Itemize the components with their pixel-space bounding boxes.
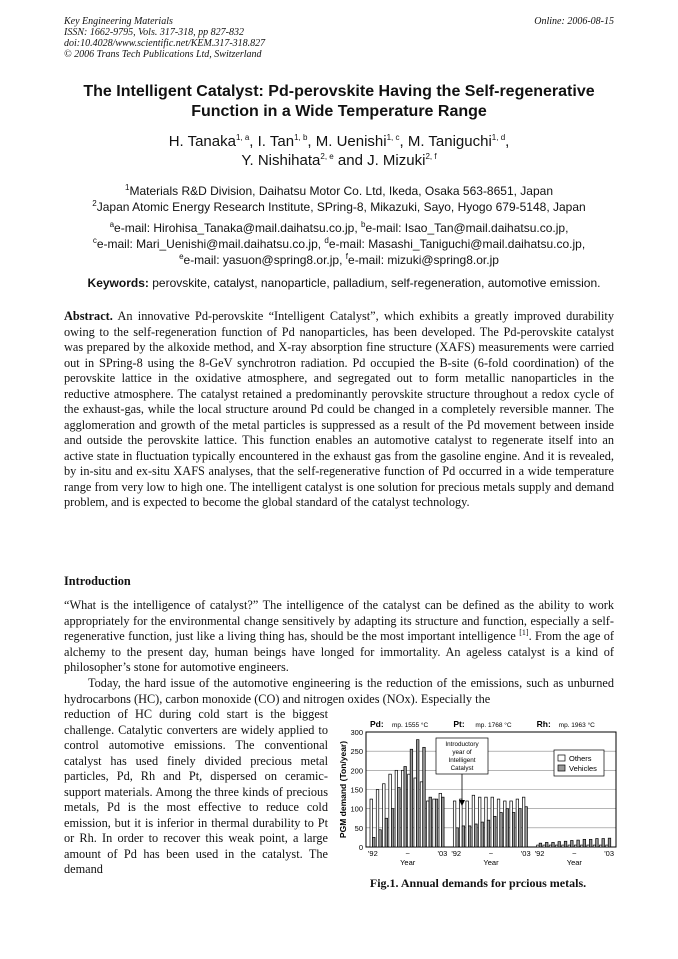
y-tick-label: 50 (354, 823, 363, 833)
author-list (40, 132, 638, 170)
bar-others (485, 797, 488, 847)
paper-title (40, 82, 638, 122)
email-a[interactable]: e-mail: Hirohisa_Tanaka@mail.daihatsu.co.jp, (114, 221, 361, 235)
y-tick-label: 100 (350, 804, 363, 814)
title-line-2: Function in a Wide Temperature Range (191, 103, 487, 120)
bar-others (414, 778, 417, 847)
bar-others (408, 774, 411, 847)
bar-others (522, 797, 525, 847)
bar-others (420, 782, 423, 847)
bar-vehicles (416, 740, 419, 847)
affiliation-2: $^2$Japan Atomic Energy Research Institute, SPring-8, Mikazuki, Sayo, Hyogo 679-5148, Japan (92, 199, 586, 214)
bar-vehicles (435, 799, 438, 847)
author-line-2: Y. Nishihata$^{2, e}$ and J. Mizuki$^{2, f}$ (241, 152, 437, 169)
figure-caption: Fig.1. Annual demands for prcious metals. (369, 876, 587, 890)
bar-vehicles (525, 807, 528, 847)
panel-metal-label: Rh: (536, 719, 551, 729)
bar-vehicles (512, 813, 515, 848)
abstract-text: An innovative Pd-perovskite “Intelligent Catalyst”, which exhibits a greatly improved durability owing to the self-regeneration function of Pd nanoparticles, has been developed. The Pd-perovskite catalyst was prepared by the alkoxide method, and X-ray absorption fine structure (XAFS) measurements were carried out in SPring-8 using the 8-GeV synchrotron radiation. Pd occupied the B-site (6-fold coordination) of the perovskite lattice in the oxidative atmosphere, and segregated out to form metallic nanoparticles in the reductive atmosphere. The catalyst retained a predominantly perovskite structure throughout a redox cycle of the exhaust-gas, while the local structure around Pd could be changed in a completely reversible manner. The agglomeration and growth of the metal particles is suppressed as a result of the Pd movement between inside and outside the perovskite lattice. This function enables an automotive catalyst to regenerate itself into an active state in fluctuation typically encountered in the exhaust gas from the gasoline engine. And it is revealed, by in-situ and ex-situ XAFS analyses, that the self-regenerative function of Pd occurred in a wide temperature range from very low to high one. The intelligent catalyst is one solution for precious metals supply and demand problem, and is expected to become the global standard of the catalyst technology. (64, 309, 614, 509)
panel-melting-point: mp. 1963 °C (558, 722, 595, 729)
bar-others (383, 784, 386, 847)
bar-vehicles (385, 818, 388, 847)
x-tick-end: '03 (520, 849, 531, 858)
bar-vehicles (442, 797, 445, 847)
author-name: M. Taniguchi (407, 133, 492, 150)
bar-vehicles (539, 843, 542, 847)
y-tick-label: 0 (358, 843, 363, 852)
figure-1-chart (336, 712, 626, 872)
bar-vehicles (583, 839, 586, 847)
bar-vehicles (373, 837, 376, 847)
email-f[interactable]: e-mail: mizuki@spring8.or.jp (348, 253, 499, 267)
bar-others (543, 845, 546, 847)
bar-others (466, 801, 469, 847)
bar-others (562, 845, 565, 847)
bar-others (587, 845, 590, 847)
bar-others (568, 845, 571, 847)
bar-vehicles (500, 813, 503, 848)
bar-others (599, 845, 602, 847)
bar-others (460, 799, 463, 847)
bar-vehicles (545, 842, 548, 847)
bar-others (439, 793, 442, 847)
bar-others (401, 770, 404, 847)
bar-vehicles (410, 749, 413, 847)
x-tick-mid: ~ (405, 849, 410, 858)
title-line-1: The Intelligent Catalyst: Pd-perovskite Having the Self-regenerative (83, 83, 595, 100)
author-name: J. Mizuki (367, 152, 426, 169)
bar-vehicles (475, 824, 478, 847)
bar-vehicles (589, 839, 592, 847)
bar-vehicles (558, 842, 561, 847)
bar-others (453, 801, 456, 847)
bar-others (491, 797, 494, 847)
panel-melting-point: mp. 1555 °C (392, 722, 429, 729)
bar-vehicles (596, 839, 599, 847)
bar-others (556, 845, 559, 847)
panel-melting-point: mp. 1768 °C (475, 722, 512, 729)
author-name: H. Tanaka (168, 133, 236, 150)
author-line-1: H. Tanaka$^{1, a}$, I. Tan$^{1, b}$, M. Uenishi$^{1, c}$, M. Taniguchi$^{1, d}$, (168, 133, 510, 150)
bar-vehicles (519, 809, 522, 847)
introduction-heading: Introduction (64, 574, 131, 588)
author-name: I. Tan (257, 133, 295, 150)
bar-vehicles (462, 826, 465, 847)
y-tick-label: 150 (350, 785, 363, 795)
bar-others (433, 799, 436, 847)
online-date: Online: 2006-08-15 (534, 16, 614, 27)
bar-vehicles (481, 822, 484, 847)
bar-vehicles (404, 767, 407, 848)
x-tick-mid: ~ (488, 849, 494, 858)
bar-others (376, 790, 379, 848)
x-axis-label: Year (483, 858, 499, 867)
panel-metal-label: Pd: (370, 719, 384, 729)
bar-vehicles (564, 841, 567, 847)
x-tick-mid: ~ (572, 849, 577, 858)
abstract (64, 309, 614, 511)
annotation-text: Catalyst (450, 765, 474, 772)
keywords-text: perovskite, catalyst, nanoparticle, palladium, self-regeneration, automotive emission. (148, 276, 601, 290)
bar-others (574, 845, 577, 847)
author-sup: 1, b (294, 133, 308, 142)
citation-ref[interactable]: [1] (519, 627, 529, 637)
doi: doi:10.4028/www.scientific.net/KEM.317-318.827 (64, 38, 266, 49)
email-e[interactable]: e-mail: yasuon@spring8.or.jp, (183, 253, 346, 267)
bar-others (389, 774, 392, 847)
journal-name: Key Engineering Materials (64, 16, 173, 27)
author-sup: 1, d (491, 133, 506, 142)
x-tick-end: '03 (437, 849, 448, 858)
bar-vehicles (456, 828, 459, 847)
bar-vehicles (577, 840, 580, 847)
bar-vehicles (608, 838, 611, 847)
x-tick-start: '92 (368, 849, 378, 858)
x-axis-label: Year (400, 858, 416, 867)
journal-header (64, 16, 265, 60)
email-b[interactable]: e-mail: Isao_Tan@mail.daihatsu.co.jp, (365, 221, 569, 235)
x-axis-label: Year (566, 858, 582, 867)
legend-swatch-others (558, 755, 565, 761)
bar-vehicles (494, 816, 497, 847)
bar-vehicles (391, 809, 394, 847)
bar-others (581, 845, 584, 847)
bar-others (516, 799, 519, 847)
email-list: $^a$e-mail: Hirohisa_Tanaka@mail.daihatsu.co.jp, $^b$e-mail: Isao_Tan@mail.daihatsu.co.jp, $^c$e-mail: Mari_Uenishi@mail.daihatsu.co.jp, $^d$e-mail: Masashi_Taniguchi@mail.daihatsu.co.jp, $^e$e-mail: yasuon@spring8.or.jp, $^f$e-mail: mizuki@spring8.or.jp (92, 220, 586, 267)
panel-metal-label: Pt: (453, 719, 465, 729)
x-tick-end: '03 (604, 849, 614, 858)
y-axis-label: PGM demand (Ton/year) (338, 740, 348, 839)
bar-vehicles (571, 840, 574, 847)
y-tick-label: 300 (350, 728, 363, 737)
affiliation-1: $^1$Materials R&D Division, Daihatsu Motor Co. Ltd, Ikeda, Osaka 563-8651, Japan (125, 183, 553, 198)
bar-vehicles (398, 788, 401, 847)
issn: ISSN: 1662-9795, Vols. 317-318, pp 827-832 (64, 27, 244, 38)
bar-others (472, 795, 475, 847)
bar-others (606, 845, 609, 847)
author-name: Y. Nishihata (241, 152, 321, 169)
author-name: M. Uenishi (315, 133, 387, 150)
affiliations (40, 183, 638, 215)
keywords-label: Keywords: (87, 276, 149, 290)
annotation-text: Intelligent (448, 757, 476, 764)
bar-others (370, 799, 373, 847)
bar-vehicles (379, 830, 382, 847)
legend-swatch-vehicles (558, 765, 565, 771)
bar-others (537, 845, 540, 847)
bar-vehicles (423, 747, 426, 847)
bar-others (395, 770, 398, 847)
author-sup: 2, f (425, 152, 437, 161)
x-tick-start: '92 (534, 849, 545, 858)
bar-others (497, 799, 500, 847)
copyright: © 2006 Trans Tech Publications Ltd, Switzerland (64, 49, 262, 60)
y-tick-label: 200 (350, 766, 363, 776)
legend-label-vehicles: Vehicles (569, 764, 597, 773)
bar-vehicles (602, 839, 605, 847)
y-tick-label: 250 (350, 747, 363, 757)
x-tick-start: '92 (451, 849, 462, 858)
bar-others (593, 845, 596, 847)
legend-label-others: Others (569, 754, 592, 763)
intro-paragraph-1: “What is the intelligence of catalyst?” The intelligence of the catalyst can be defined as the ability to work appropriately for the environmental change sensitively by adapting its structure and function, especially a self-regenerative function, just like a living thing has, should be the most important intelligence [1]. From the age of alchemy to the present day, human beings have longed for immortality. An ageless catalyst is a kind of philosopher’s stone for automotive engineers. (64, 598, 614, 674)
bar-vehicles (506, 809, 509, 847)
bar-others (549, 845, 552, 847)
bar-others (504, 801, 507, 847)
author-sup: 2, e (320, 152, 334, 161)
author-sup: 1, c (386, 133, 400, 142)
bar-vehicles (487, 820, 490, 847)
bar-vehicles (429, 797, 432, 847)
bar-others (478, 797, 481, 847)
intro-paragraph-2-column: reduction of HC during cold start is the biggest challenge. Catalytic converters are widely applied to control automotive emissions. The conventional catalyst has used finely divided precious metal particles, Pd, Rh and Pt, dispersed on ceramic-support materials. Among the three kinds of precious metals, Pd is the most effective to reduce cold emission, but it is inferior in thermal durability to Pt or Rh. In order to recover this weak point, a large amount of Pd has been used in the catalyst. The demand (64, 707, 328, 876)
email-d[interactable]: e-mail: Masashi_Taniguchi@mail.daihatsu.co.jp, (328, 237, 586, 251)
bar-others (510, 801, 513, 847)
bar-vehicles (552, 842, 555, 847)
author-sup: 1, a (235, 133, 250, 142)
abstract-label: Abstract. (64, 309, 113, 323)
bar-others (427, 801, 430, 847)
keywords (64, 276, 624, 291)
email-c[interactable]: e-mail: Mari_Uenishi@mail.daihatsu.co.jp, (96, 237, 325, 251)
annotation-text: year of (452, 749, 472, 756)
bar-vehicles (468, 826, 471, 847)
annotation-text: Introductory (445, 741, 479, 748)
intro-paragraph-2: Today, the hard issue of the automotive engineering is the reduction of the emissions, such as unburned hydrocarbons (HC), carbon monoxide (CO) and nitrogen oxides (NOx). Especially the (64, 676, 614, 706)
